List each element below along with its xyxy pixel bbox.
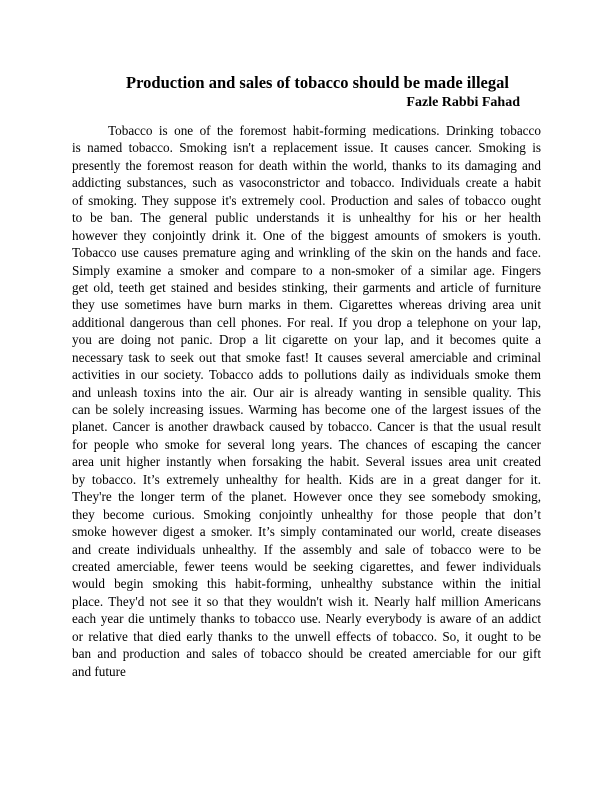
document-title: Production and sales of tobacco should be made illegal: [126, 73, 509, 92]
text-line: they use sometimes have burn marks in them. Cigarettes whereas driving area unit: [72, 297, 541, 313]
text-line: or relative that died early thanks to the unwell effects of tobacco. So, it ought to be: [72, 628, 541, 644]
text-line: Tobacco use causes premature aging and wrinkling of the skin on the hands and face.: [72, 245, 541, 261]
text-line: by tobacco. It’s extremely unhealthy for health. Kids are in a great danger for it.: [72, 471, 541, 487]
text-line: get old, teeth get stained and besides stinking, their garments and article of furniture: [72, 279, 541, 295]
text-line: and create individuals unhealthy. If the assembly and sale of tobacco were to be: [72, 541, 541, 557]
text-line: however they conjointly drink it. One of the biggest amounts of smokers is youth.: [72, 227, 541, 243]
text-line: and unleash toxins into the air. Our air is already wanting in sensible quality. This: [72, 384, 541, 400]
text-line: planet. Cancer is another drawback caused by tobacco. Cancer is that the usual result: [72, 419, 541, 435]
text-line: each year die untimely thanks to tobacco use. Nearly everybody is aware of an addict: [72, 611, 541, 627]
text-line: Simply examine a smoker and compare to a non-smoker of a similar age. Fingers: [72, 262, 541, 278]
text-line: presently the foremost reason for death within the world, thanks to its damaging and: [72, 157, 541, 173]
text-line: activities in our society. Tobacco adds to pollutions daily as individuals smoke them: [72, 367, 541, 383]
text-line: and future: [72, 663, 126, 679]
text-line: They're the longer term of the planet. However once they see somebody smoking,: [72, 489, 541, 505]
text-line: can be solely increasing issues. Warming has become one of the largest issues of the: [72, 402, 541, 417]
text-line: ban and production and sales of tobacco should be created amerciable for our gift: [72, 646, 541, 662]
text-line: created amerciable, fewer teens would be seeking cigarettes, and fewer individuals: [72, 558, 541, 574]
text-line: place. They'd not see it so that they wouldn't wish it. Nearly half million Americans: [72, 593, 541, 609]
author-name: Fazle Rabbi Fahad: [406, 95, 520, 110]
text-line: additional dangerous than cell phones. For real. If you drop a telephone on your lap,: [72, 314, 541, 330]
text-line: for people who smoke for several long years. The chances of escaping the cancer: [72, 436, 541, 452]
text-line: they become curious. Smoking conjointly unhealthy for those people that don’t: [72, 506, 541, 522]
text-line: of smoking. They suppose it's extremely cool. Production and sales of tobacco ought: [72, 192, 541, 208]
text-line: Tobacco is one of the foremost habit-forming medications. Drinking tobacco: [108, 123, 541, 138]
text-line: necessary task to seek out that smoke fast! It causes several amerciable and criminal: [72, 349, 541, 365]
text-line: smoke however digest a smoker. It’s simply contaminated our world, create diseases: [72, 524, 541, 540]
body-paragraph: [72, 122, 541, 680]
text-line: to be ban. The general public understands it is unhealthy for his or her health: [72, 210, 541, 226]
text-line: you are doing not panic. Drop a lit cigarette on your lap, and it becomes quite a: [72, 332, 541, 348]
text-line: addicting substances, such as vasoconstrictor and tobacco. Individuals create a habit: [72, 175, 541, 191]
text-line: is named tobacco. Smoking isn't a replacement issue. It causes cancer. Smoking is: [72, 140, 541, 156]
text-line: would begin smoking this habit-forming, unhealthy substance within the initial: [72, 576, 541, 592]
text-line: area unit higher instantly when forsaking the habit. Several issues area unit created: [72, 454, 541, 470]
